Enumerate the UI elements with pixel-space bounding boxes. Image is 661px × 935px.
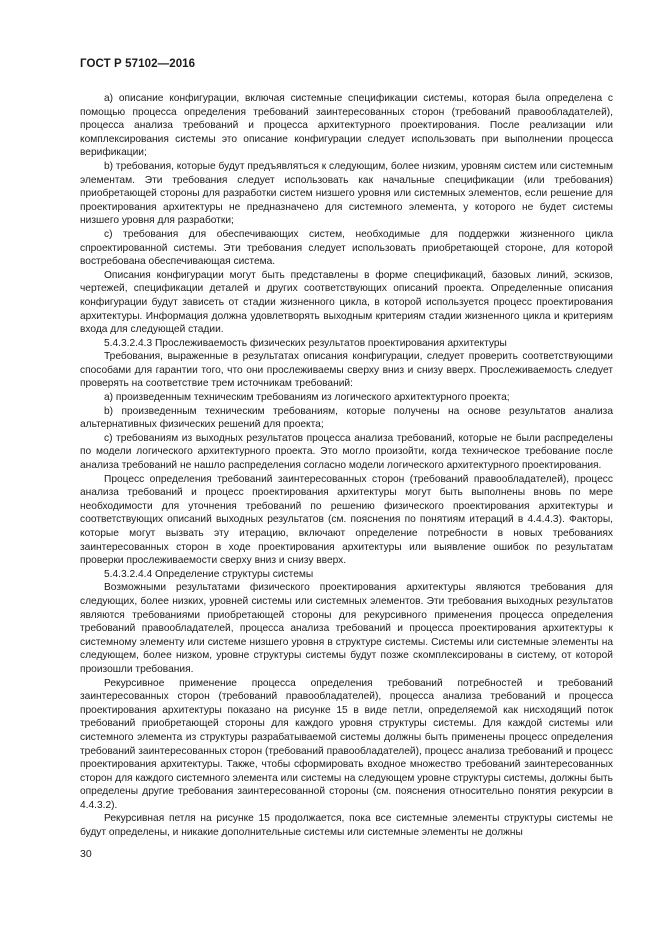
paragraph: b) требования, которые будут предъявляться к следующим, более низким, уровням систем или системным элементам. Эти требования следует использовать как начальные спецификации (или требования) приобретающей стороны для разработки систем низшего уровня или системных элементов, если решение для проектирования архитектуры не предназначено для системного элемента, у которого не будет системы низшего уровня для разработки;	[80, 160, 613, 227]
paragraph: c) требованиям из выходных результатов процесса анализа требований, которые не были распределены по модели логического архитектурного проекта. Это могло произойти, когда техническое требование после анализа требований не нашло распределения согласно модели логического архитектурного проектирования.	[80, 432, 613, 472]
paragraph: а) произведенным техническим требованиям из логического архитектурного проекта;	[104, 392, 510, 404]
paragraph: Процесс определения требований заинтересованных сторон (требований правообладателей), процесс анализа требований и процесс проектирования архитектуры могут быть выполнены вновь по мере необходимости для уточнения требований по решению физического проектирования архитектуры и соответствующих описаний выходных результатов (см. пояснения по понятиям итераций в 4.4.4.3). Факторы, которые могут вызвать эту итерацию, включают определение потребности в новых требованиях заинтересованных сторон в ходе проектирования архитектуры или выявление ошибок по результатам проверки прослеживаемости сверху вниз и снизу вверх.	[80, 473, 613, 567]
paragraph: Рекурсивное применение процесса определения требований потребностей и требований заинтересованных сторон (требований правообладателей), процесса анализа требований и процесса проектирования архитектуры показано на рисунке 15 в виде петли, определяемой как нисходящий поток требований приобретающей стороны для каждого уровня структуры системы. Для каждой системы или системного элемента из структуры разрабатываемой системы должны быть применены процесс определения требований заинтересованных сторон (требований правообладателей), процесс анализа требований и процесс проектирования архитектуры. Также, чтобы сформировать входное множество требований заинтересованных сторон для каждого системного элемента или системы на следующем уровне структуры системы, должны быть определены другие требования заинтересованной стороны (см. пояснения относительно понятия рекурсии в 4.4.3.2).	[80, 677, 613, 811]
paragraph: b) произведенным техническим требованиям, которые получены на основе результатов анализа альтернативных физических решений для проекта;	[80, 405, 613, 431]
paragraph: Рекурсивная петля на рисунке 15 продолжается, пока все системные элементы структуры системы не будут определены, и никакие дополнительные системы или системные элементы не должны	[80, 813, 613, 839]
paragraph: Требования, выраженные в результатах описания конфигурации, следует проверить соответствующими способами для гарантии того, что они прослеживаемы сверху вниз и снизу вверх. Прослеживаемость следует проверять на соответствие трем источникам требований:	[80, 351, 613, 390]
section-heading: 5.4.3.2.4.3 Прослеживаемость физических результатов проектирования архитектуры	[104, 337, 507, 349]
paragraph: Описания конфигурации могут быть представлены в форме спецификаций, базовых линий, эскизов, чертежей, спецификации деталей и других соответствующих описаний проекта. Определенные описания конфигурации будут зависеть от стадии жизненного цикла, в которой используется процесс проектирования архитектуры. Информация должна удовлетворять выходным критериям стадии жизненного цикла и критериям входа для следующей стадии.	[80, 269, 613, 336]
standard-code-header: ГОСТ Р 57102—2016	[80, 58, 196, 70]
paragraph: Возможными результатами физического проектирования архитектуры являются требования для следующих, более низких, уровней системы или системных элементов. Эти требования выходных результатов являются требованиями приобретающей стороны для рекурсивного применения процесса определения требований правообладателей, процесса анализа требований и процесса проектирования архитектуры к системному элементу или системе низшего уровня в структуре системы. Системы или системные элементы на следующем, более низком, уровне структуры системы будут позже скомплексированы в систему, от которой произошли требования.	[80, 582, 613, 675]
section-heading: 5.4.3.2.4.4 Определение структуры системы	[104, 568, 314, 580]
document-body	[80, 92, 613, 840]
paragraph: а) описание конфигурации, включая системные спецификации системы, которая была определена с помощью процесса определения требований заинтересованных сторон (требований правообладателей), процесса анализа требований и процесса архитектурного проектирования. После реализации или комплексирования системы это описание конфигурации следует использовать при выполнении процесса верификации;	[80, 93, 613, 159]
paragraph: c) требования для обеспечивающих систем, необходимые для поддержки жизненного цикла спроектированной системы. Эти требования следует использовать приобретающей стороне, для которой востребована обеспечивающая система.	[80, 228, 613, 268]
page-number: 30	[80, 848, 92, 860]
